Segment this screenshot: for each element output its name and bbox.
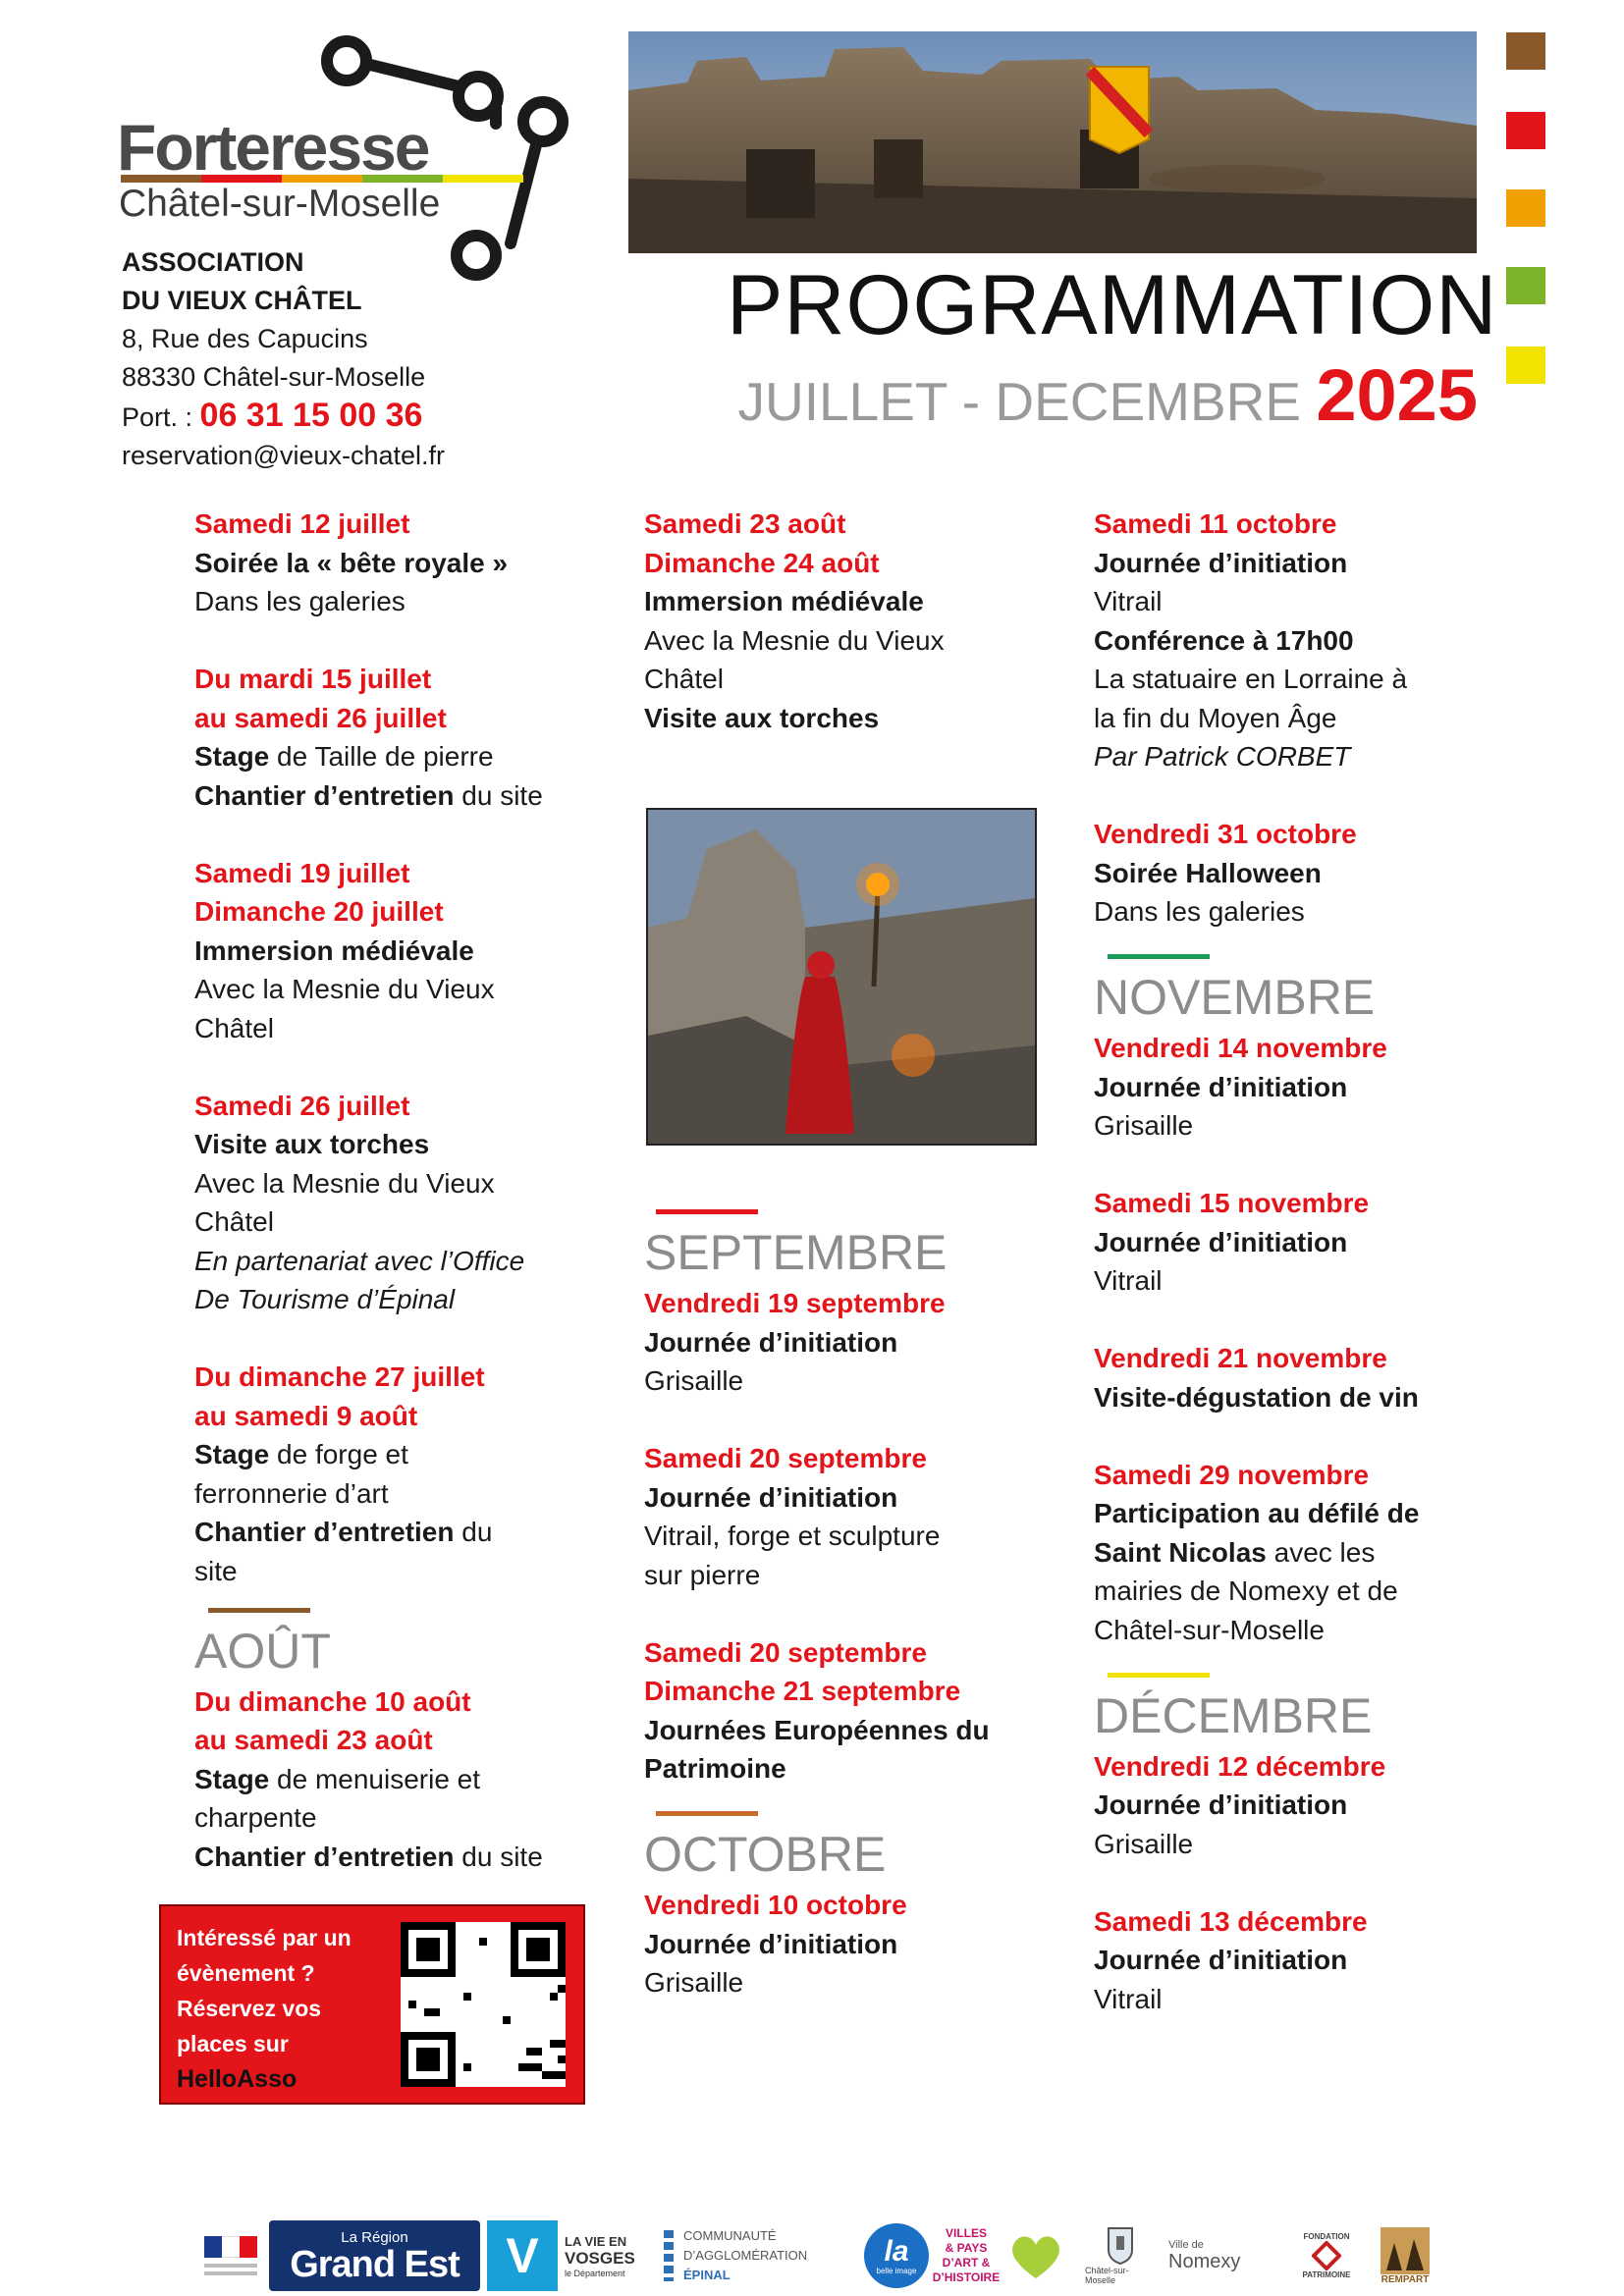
event-date: Du dimanche 10 août: [194, 1685, 471, 1717]
region-top: La Région: [341, 2228, 408, 2246]
helloasso-line: Réservez vos: [177, 1996, 322, 2021]
hero-photo: [628, 31, 1477, 253]
phone-line: [122, 397, 445, 437]
event-item: [1094, 1029, 1506, 1146]
event-detail: sur pierre: [644, 1559, 761, 1590]
aout-events: [194, 1682, 607, 1877]
event-regular-part: du site: [454, 1841, 543, 1872]
event-title: Journée d’initiation: [1094, 1226, 1348, 1257]
helloasso-line: évènement ?: [177, 1960, 315, 1986]
event-mixed-line: [194, 776, 607, 816]
nomexy-line: Nomexy: [1168, 2250, 1241, 2272]
event-title: Visite aux torches: [194, 1129, 430, 1159]
event-bold-part: Stage: [194, 1439, 270, 1469]
color-square-yellow: [1506, 347, 1545, 384]
color-square-green: [1506, 267, 1545, 304]
event-item: [1094, 1456, 1506, 1650]
vosges-logo: [565, 2220, 648, 2291]
event-note: De Tourisme d’Épinal: [194, 1284, 456, 1314]
event-bold-part: Participation au défilé de: [1094, 1498, 1420, 1528]
epinal-big: la: [884, 2234, 909, 2268]
event-note: Par Patrick CORBET: [1094, 741, 1351, 772]
month-label: NOVEMBRE: [1094, 970, 1376, 1025]
event-detail: Châtel: [644, 664, 724, 694]
crest-icon: [1107, 2226, 1134, 2266]
event-date: au samedi 23 août: [194, 1725, 433, 1755]
vosges-v-icon: V: [487, 2220, 558, 2291]
col3-events: [1094, 505, 1506, 932]
event-mixed-line: [194, 1435, 607, 1474]
street: 8, Rue des Capucins: [122, 324, 368, 353]
event-detail: Avec la Mesnie du Vieux: [644, 624, 945, 656]
event-date: Dimanche 20 juillet: [194, 896, 444, 927]
sponsor-strip: [196, 2220, 1443, 2294]
color-square-orange: [1506, 189, 1545, 227]
villes-line: VILLES: [945, 2226, 987, 2240]
chatel-label: Châtel-sur-Moselle: [1085, 2266, 1129, 2285]
event-detail: Grisaille: [1094, 1828, 1194, 1859]
event-item: [644, 505, 1056, 737]
villes-line: D’HISTOIRE: [932, 2270, 1001, 2284]
event-bold-part: Chantier d’entretien: [194, 1841, 455, 1872]
event-mixed-line: [1094, 1494, 1506, 1533]
event-detail: Dans les galeries: [1094, 896, 1305, 927]
event-item: [644, 1633, 1056, 1789]
event-mixed-line: [194, 1838, 607, 1877]
vosges-line: VOSGES: [565, 2248, 635, 2268]
chatel-crest-logo: [1085, 2220, 1156, 2291]
event-title: Journée d’initiation: [1094, 1945, 1348, 1975]
color-square-brown: [1506, 32, 1545, 70]
event-bold-part: Chantier d’entretien: [194, 779, 455, 811]
helloasso-text: [177, 1920, 383, 2097]
helloasso-box[interactable]: [159, 1904, 585, 2105]
phone-label: Port. :: [122, 402, 200, 432]
agglo-line: D’AGGLOMÉRATION: [683, 2248, 808, 2263]
month-label: OCTOBRE: [644, 1827, 887, 1882]
event-item: [644, 1284, 1056, 1401]
epinal-belle-image-logo: [860, 2220, 933, 2291]
event-date: Samedi 19 juillet: [194, 857, 410, 888]
event-date: Samedi 20 septembre: [644, 1636, 927, 1668]
event-date: Samedi 11 octobre: [1094, 508, 1337, 539]
column-3: [1094, 505, 1506, 2057]
agglo-line: COMMUNAUTÉ: [683, 2228, 777, 2243]
oct-events: [644, 1886, 1056, 2002]
event-title: Immersion médiévale: [644, 586, 924, 616]
event-bold-part: Chantier d’entretien: [194, 1517, 455, 1547]
torch-visit-photo: [646, 808, 1037, 1146]
event-detail: Châtel-sur-Moselle: [1094, 1614, 1325, 1645]
event-bold-part: Stage: [194, 741, 270, 772]
event-item: [194, 1087, 607, 1319]
month-heading-decembre: [1094, 1688, 1506, 1743]
villes-line: D’ART &: [942, 2256, 991, 2269]
rempart-label: REMPART: [1380, 2273, 1430, 2285]
event-detail: Grisaille: [644, 1967, 744, 1998]
event-detail: Vitrail, forge et sculpture: [644, 1521, 941, 1551]
green-heart-logo: [1001, 2220, 1070, 2291]
event-date: Samedi 13 décembre: [1094, 1905, 1368, 1937]
event-item: [194, 505, 607, 621]
vosges-line: LA VIE EN: [565, 2233, 627, 2249]
event-item: [194, 854, 607, 1048]
helloasso-line: places sur: [177, 2031, 289, 2056]
event-item: [644, 1439, 1056, 1594]
event-item: [194, 660, 607, 815]
event-regular-part: avec les: [1266, 1536, 1376, 1568]
region-grand-est-logo: [269, 2220, 480, 2291]
event-title: Soirée la « bête royale »: [194, 547, 509, 578]
qr-code-icon[interactable]: [401, 1922, 566, 2087]
event-item: [1094, 505, 1506, 776]
event-title: Journée d’initiation: [1094, 1071, 1348, 1102]
event-date: Samedi 12 juillet: [194, 508, 410, 539]
event-item: [1094, 815, 1506, 932]
helloasso-link[interactable]: HelloAsso: [177, 2065, 298, 2093]
month-label: AOÛT: [194, 1623, 331, 1679]
event-title: Conférence à 17h00: [1094, 624, 1354, 656]
event-date: Samedi 26 juillet: [194, 1090, 410, 1121]
column-2-bottom: [644, 1217, 1056, 2041]
event-detail: Avec la Mesnie du Vieux: [194, 974, 495, 1004]
event-title: Visite-dégustation de vin: [1094, 1381, 1419, 1413]
agglo-stripes-icon: [664, 2230, 674, 2281]
event-detail: Châtel: [194, 1206, 274, 1237]
column-1: [194, 505, 607, 1915]
helloasso-line: Intéressé par un: [177, 1925, 352, 1950]
event-detail: ferronnerie d’art: [194, 1477, 389, 1509]
assoc-name-2: DU VIEUX CHÂTEL: [122, 286, 362, 315]
address-block: [122, 243, 445, 475]
month-heading-novembre: [1094, 970, 1506, 1025]
fondation-diamond-icon: [1312, 2241, 1341, 2270]
event-item: [644, 1886, 1056, 2002]
color-square-red: [1506, 112, 1545, 149]
rempart-logo: [1373, 2220, 1437, 2291]
event-detail: Grisaille: [1094, 1110, 1194, 1141]
col1-events: [194, 505, 607, 1590]
nov-events: [1094, 1029, 1506, 1649]
event-date: Du mardi 15 juillet: [194, 664, 432, 694]
event-date: Vendredi 19 septembre: [644, 1288, 946, 1318]
month-heading-aout: [194, 1624, 607, 1679]
event-detail: site: [194, 1555, 238, 1586]
event-detail: Dans les galeries: [194, 586, 406, 616]
column-2-top: [644, 505, 1056, 776]
event-detail: charpente: [194, 1802, 317, 1833]
month-bar-decembre: [1108, 1673, 1210, 1678]
event-title: Journée d’initiation: [1094, 1789, 1348, 1820]
fondation-line: PATRIMOINE: [1302, 2270, 1351, 2279]
villes-line: & PAYS: [945, 2241, 988, 2255]
event-title: Immersion médiévale: [194, 934, 474, 966]
event-detail: Grisaille: [644, 1365, 744, 1396]
fondation-patrimoine-logo: [1296, 2220, 1357, 2291]
event-detail: Vitrail: [1094, 1265, 1163, 1296]
event-date: Vendredi 21 novembre: [1094, 1343, 1387, 1373]
month-heading-octobre: [644, 1827, 1056, 1882]
event-title: Journée d’initiation: [1094, 547, 1348, 578]
event-title: Journée d’initiation: [644, 1481, 898, 1513]
event-regular-part: de menuiserie et: [269, 1763, 481, 1794]
event-title: Visite aux torches: [644, 702, 880, 733]
event-detail: Vitrail: [1094, 586, 1163, 616]
event-mixed-line: [194, 1513, 607, 1552]
event-item: [194, 1682, 607, 1877]
event-item: [1094, 1747, 1506, 1864]
event-bold-part: Saint Nicolas: [1094, 1536, 1267, 1568]
logo-title: Forteresse: [117, 111, 429, 184]
assoc-name-1: ASSOCIATION: [122, 247, 304, 277]
page-title: PROGRAMMATION: [727, 258, 1498, 352]
month-bar-octobre: [656, 1811, 758, 1816]
event-date: Du dimanche 27 juillet: [194, 1362, 485, 1392]
event-item: [1094, 1339, 1506, 1416]
republique-francaise-logo: [196, 2220, 265, 2291]
event-detail: La statuaire en Lorraine à: [1094, 664, 1408, 694]
year: 2025: [1316, 354, 1478, 436]
event-note: En partenariat avec l’Office: [194, 1245, 525, 1276]
torch-night-image: [648, 810, 1035, 1144]
city: 88330 Châtel-sur-Moselle: [122, 362, 426, 392]
sept-events: [644, 1284, 1056, 1789]
event-title: Journée d’initiation: [644, 1326, 898, 1358]
page-subtitle: [628, 353, 1478, 437]
event-mixed-line: [1094, 1533, 1506, 1573]
event-regular-part: de forge et: [269, 1439, 408, 1469]
event-regular-part: du site: [454, 779, 543, 811]
event-detail: la fin du Moyen Âge: [1094, 702, 1337, 733]
period: JUILLET - DECEMBRE: [737, 371, 1302, 432]
month-label: SEPTEMBRE: [644, 1225, 947, 1280]
fortress-ruins-image: [628, 31, 1477, 253]
event-detail: Châtel: [194, 1012, 274, 1043]
event-detail: Vitrail: [1094, 1983, 1163, 2014]
event-date: Samedi 29 novembre: [1094, 1459, 1370, 1490]
month-bar-aout: [208, 1608, 310, 1613]
nomexy-line: Ville de: [1168, 2238, 1204, 2251]
event-title: Journée d’initiation: [644, 1928, 898, 1959]
event-regular-part: de Taille de pierre: [269, 741, 494, 772]
month-heading-septembre: [644, 1225, 1056, 1280]
rempart-workers-icon: [1380, 2227, 1430, 2274]
nomexy-logo: [1168, 2220, 1276, 2291]
fondation-line: FONDATION: [1303, 2232, 1350, 2241]
event-date: Vendredi 10 octobre: [644, 1890, 907, 1920]
qr-code-graphic: [401, 1922, 566, 2087]
month-label: DÉCEMBRE: [1094, 1687, 1373, 1743]
green-heart-icon: [1006, 2229, 1065, 2282]
event-date: Samedi 20 septembre: [644, 1443, 927, 1473]
event-title: Journées Européennes du: [644, 1714, 990, 1745]
event-detail: mairies de Nomexy et de: [1094, 1575, 1398, 1606]
vosges-line: le Département: [565, 2268, 625, 2278]
event-title: Soirée Halloween: [1094, 857, 1322, 888]
event-date: Dimanche 24 août: [644, 547, 880, 578]
event-item: [194, 1358, 607, 1590]
event-mixed-line: [194, 1760, 607, 1799]
phone-number[interactable]: 06 31 15 00 36: [199, 397, 423, 434]
agglo-epinal-logo: [664, 2220, 850, 2291]
agglo-line: ÉPINAL: [683, 2268, 731, 2282]
event-detail: Avec la Mesnie du Vieux: [194, 1167, 495, 1199]
month-bar-septembre: [656, 1209, 758, 1214]
event-item: [1094, 1184, 1506, 1301]
event-regular-part: du: [454, 1517, 493, 1547]
event-date: Samedi 15 novembre: [1094, 1188, 1370, 1218]
event-date: Vendredi 14 novembre: [1094, 1033, 1387, 1063]
event-date: Vendredi 31 octobre: [1094, 819, 1357, 849]
dec-events: [1094, 1747, 1506, 2019]
logo-subtitle: Châtel-sur-Moselle: [119, 183, 441, 225]
event-date: Vendredi 12 décembre: [1094, 1750, 1386, 1782]
event-item: [1094, 1902, 1506, 2019]
month-bar-novembre: [1108, 954, 1210, 959]
event-date: Samedi 23 août: [644, 508, 846, 539]
event-mixed-line: [194, 737, 607, 776]
epinal-small: belle image: [876, 2266, 917, 2275]
email[interactable]: reservation@vieux-chatel.fr: [122, 441, 446, 470]
villes-pays-art-histoire-logo: [932, 2220, 1001, 2291]
event-date: au samedi 26 juillet: [194, 702, 447, 733]
event-title: Patrimoine: [644, 1753, 786, 1784]
event-bold-part: Stage: [194, 1763, 270, 1794]
col2-events: [644, 505, 1056, 737]
event-date: au samedi 9 août: [194, 1400, 418, 1431]
event-date: Dimanche 21 septembre: [644, 1676, 961, 1706]
region-name: Grand Est: [290, 2243, 460, 2285]
